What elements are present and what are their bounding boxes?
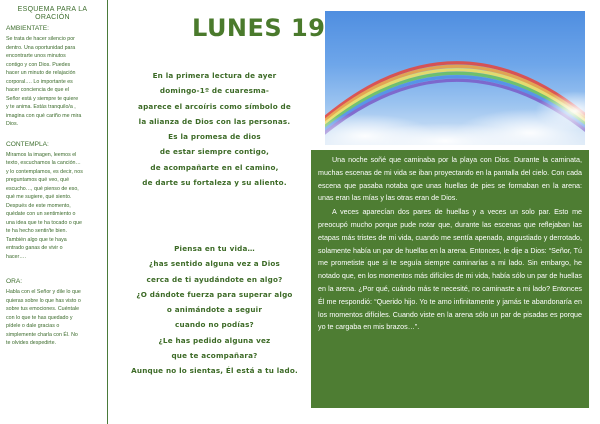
- text-line: escucho…, qué pienso de eso,: [6, 185, 79, 192]
- footprints-story: [311, 150, 589, 408]
- section-contempla: [6, 141, 99, 262]
- text-line: ¿has sentido alguna vez a Dios: [149, 259, 280, 269]
- text-line: que te acompañara?: [171, 351, 258, 361]
- text-line: sobre tus emociones. Cuéntale: [6, 306, 80, 312]
- text-line: ¿Le has pedido alguna vez: [158, 335, 271, 345]
- text-line: hacer un minuto de relajación: [6, 70, 76, 76]
- section-ora: [6, 278, 99, 348]
- text-line: una idea que te ha tocado o que: [6, 219, 82, 226]
- section-title: AMBIENTATE:: [6, 25, 49, 32]
- text-line: cuando no podías?: [175, 320, 254, 330]
- text-line: ¿O dándote fuerza para superar algo: [136, 289, 293, 299]
- text-line: entrado ganas de vivir o: [6, 245, 63, 251]
- text-line: texto, escuchamos la canción…: [6, 160, 81, 166]
- section-title: CONTEMPLA:: [6, 140, 49, 148]
- text-line: aparece el arcoíris como símbolo de: [138, 101, 291, 111]
- reading-text: [122, 68, 307, 190]
- text-line: quieras sobre lo que has visto o: [6, 297, 81, 304]
- text-line: cerca de ti ayudándote en algo?: [146, 274, 283, 284]
- text-line: de acompañarte en el camino,: [150, 162, 279, 172]
- text-line: En la primera lectura de ayer: [152, 71, 277, 80]
- text-line: quédate con un sentimiento o: [6, 211, 76, 217]
- text-line: hacer conciencia de que el: [6, 87, 70, 93]
- text-line: simplemente charla con Él. No: [6, 331, 78, 338]
- text-line: domingo-1º de cuaresma-: [159, 86, 270, 96]
- text-line: Señor está y siempre te quiere: [6, 95, 79, 102]
- text-line: Miramos la imagen, leemos el: [6, 151, 77, 158]
- story-paragraph: Una noche soñé que caminaba por la playa con Dios. Durante la caminata, muchas escenas de mi vida se iban proyectando en la pantalla del cielo. Con cada escena que pasaba notaba que unas huellas de pies se formaban en la arena: unas eran las mías y las otras eran de Dios.: [318, 156, 582, 203]
- prayer-scheme-heading: ESQUEMA PARA LA ORACIÓN: [17, 6, 88, 21]
- text-line: Dios.: [6, 121, 19, 127]
- rainbow-graphic: [325, 11, 585, 145]
- text-line: Aunque no lo sientas, Él está a tu lado.: [131, 366, 298, 376]
- text-line: de estar siempre contigo,: [159, 147, 270, 157]
- text-line: hacer….: [6, 253, 27, 260]
- text-line: te ha hecho sentir/te bien.: [6, 228, 67, 234]
- text-line: Habla con el Señor y dile lo que: [6, 289, 81, 295]
- section-text: [6, 151, 99, 262]
- section-ambientate: [6, 25, 99, 129]
- text-line: de darte su fortaleza y su aliento.: [142, 178, 287, 188]
- text-line: imagina con qué cariño me mira: [6, 112, 82, 119]
- prayer-scheme-column: [0, 0, 108, 424]
- section-text: [6, 35, 99, 129]
- text-line: te olvides despedirte.: [6, 340, 57, 346]
- rainbow-image: [325, 11, 585, 145]
- section-text: [6, 288, 99, 348]
- text-line: dentro. Una oportunidad para: [6, 44, 76, 51]
- text-line: Es la promesa de dios: [168, 132, 261, 142]
- text-line: pídele o dale gracias o: [6, 323, 60, 329]
- text-line: la alianza de Dios con las personas.: [138, 116, 291, 126]
- text-line: corporal…. Lo importante es: [6, 78, 73, 85]
- text-line: También algo que te haya: [6, 236, 67, 243]
- reflection-questions: [122, 241, 307, 379]
- text-line: y lo contemplamos, es decir, nos: [6, 168, 83, 175]
- text-line: qué me sugiere, qué siento.: [6, 194, 72, 200]
- text-line: encontrarte unos minutos: [6, 53, 66, 59]
- text-line: y te anima. Estás tranquilo/a ,: [6, 104, 76, 110]
- text-line: con lo que te has quedado y: [6, 314, 73, 321]
- text-line: o animándote a seguir: [166, 305, 263, 315]
- story-paragraph: A veces aparecían dos pares de huellas y a veces un solo par. Esto me preocupó mucho porque pude notar que, durante las escenas que reflejaban las etapas más tristes de mi vida, cuando me sentía apenado, angustiado y derrotado, solamente había un par de huellas en la arena. Entonces, le dije a Dios: “Señor, Tú me prometiste que si te seguía siempre caminarías a mi lado. Sin embargo, he notado que, en los momentos más difíciles de mi vida, había sólo un par de huellas en la arena. ¿Por qué, cuándo más te necesité, no caminaste a mi lado? Entonces Él me respondió: “Querido hijo. Yo te amo infinitamente y jamás te abandonaría en los momentos difíciles. Cuando viste en la arena sólo un par de pisadas es porque yo te cargaba en mis brazos…”.: [318, 208, 582, 332]
- page-title: LUNES 19: [192, 14, 326, 42]
- text-line: contigo y con Dios. Puedes: [6, 61, 71, 68]
- text-line: Piensa en tu vida…: [174, 244, 255, 253]
- text-line: preguntamos qué veo, qué: [6, 177, 70, 183]
- section-title: ORA:: [6, 278, 23, 285]
- text-line: Después de este momento,: [6, 202, 71, 209]
- text-line: Se trata de hacer silencio por: [6, 36, 75, 42]
